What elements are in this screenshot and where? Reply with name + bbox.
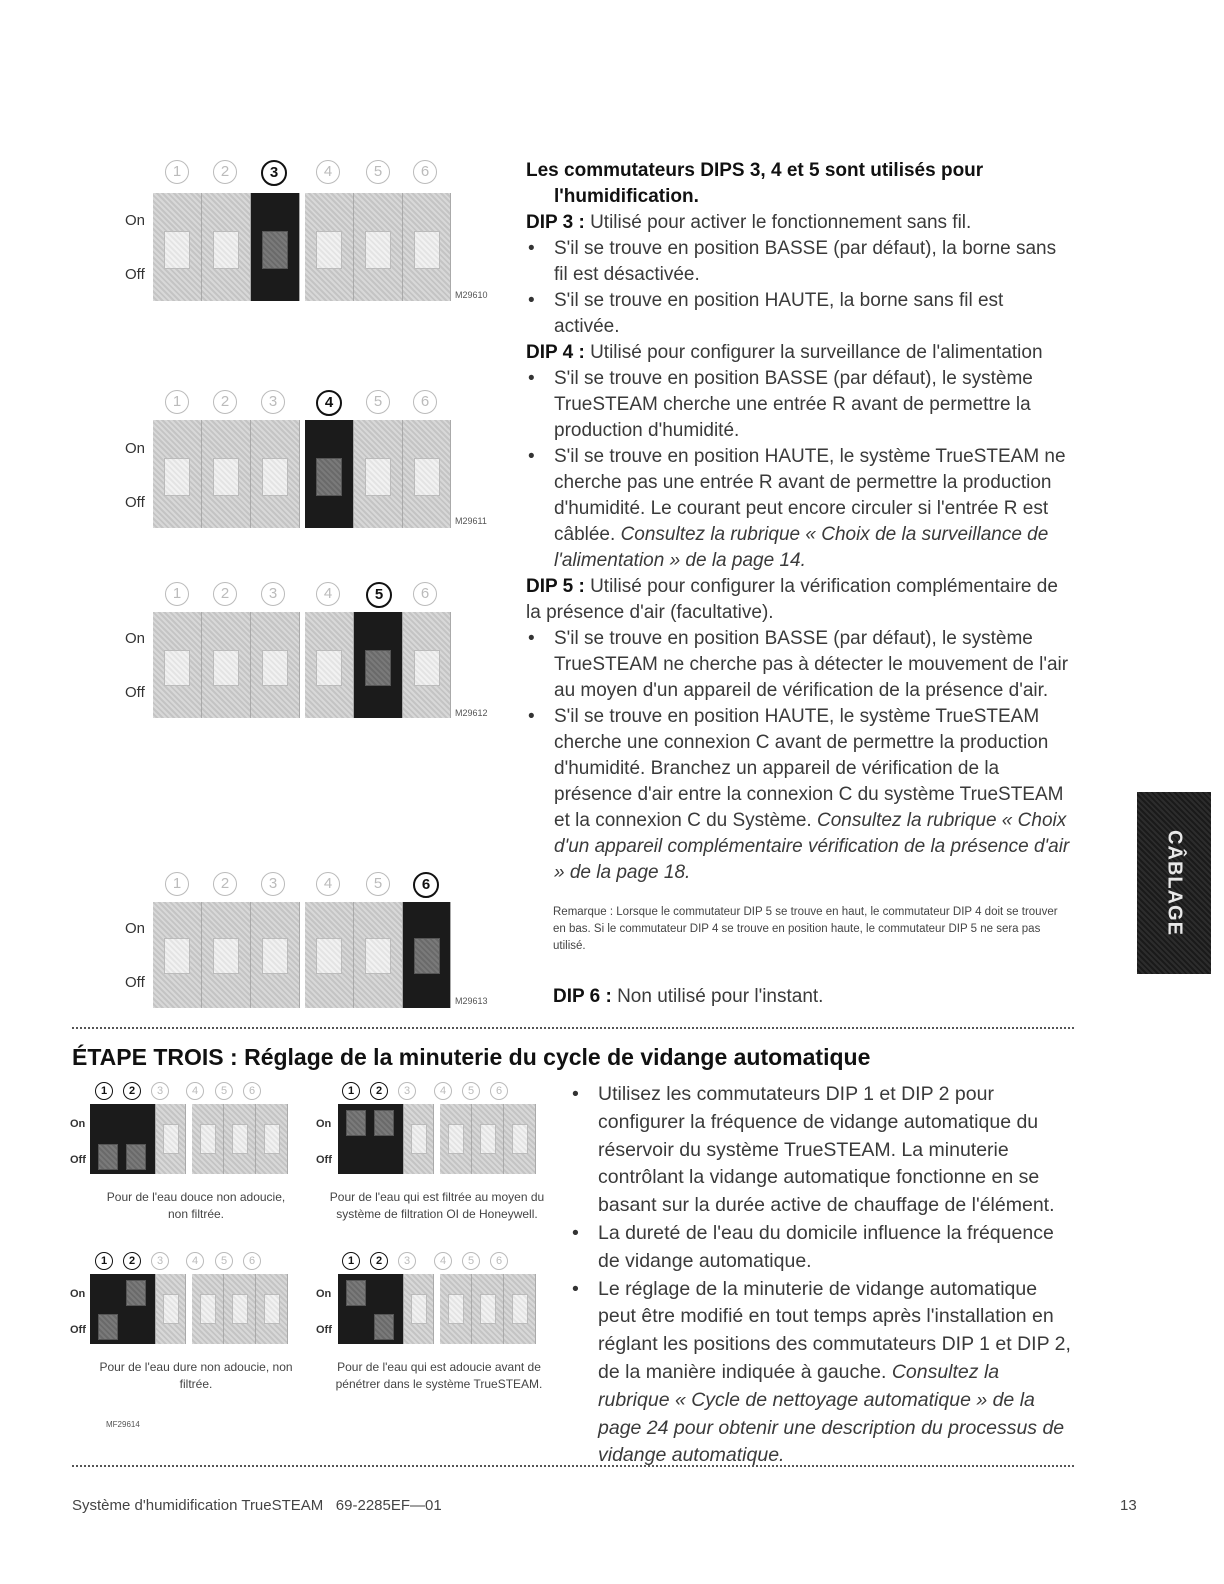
drain-bullet-1: • Utilisez les commutateurs DIP 1 et DIP 2 pour configurer la fréquence de vidange automatique du réservoir du système TrueSTEAM. La minuterie contrôlant la vidange automatique fonctionne en se basant sur la durée active de chauffage de l'élément. bbox=[570, 1081, 1075, 1220]
dip-small-soft-water bbox=[68, 1082, 298, 1174]
dip5-text: Utilisé pour configurer la vérification complémentaire de la présence d'air (facultative). bbox=[526, 576, 1058, 623]
dip-slot bbox=[403, 193, 451, 301]
dip-number: 5 bbox=[462, 1082, 480, 1100]
divider-bottom bbox=[72, 1465, 1074, 1467]
dip3-text: Utilisé pour activer le fonctionnement sans fil. bbox=[590, 212, 972, 233]
dip-switch-body bbox=[90, 1274, 288, 1344]
dip-slot bbox=[202, 612, 251, 718]
figure-code: M29612 bbox=[455, 708, 488, 718]
dip-switch-body bbox=[90, 1104, 288, 1174]
dip-number: 4 bbox=[186, 1252, 204, 1270]
dip-number: 6 bbox=[490, 1082, 508, 1100]
dip-description bbox=[526, 158, 1074, 886]
dip6-label: DIP 6 : bbox=[553, 986, 612, 1007]
dip-number: 3 bbox=[398, 1252, 416, 1270]
dip-number-active: 2 bbox=[370, 1252, 388, 1270]
dip-slot-active bbox=[338, 1104, 404, 1174]
dip-switch-body bbox=[338, 1274, 536, 1344]
dip-number: 3 bbox=[261, 582, 285, 606]
dip-number: 6 bbox=[413, 390, 437, 414]
dip-small-softened-water bbox=[314, 1252, 544, 1344]
dip-number: 4 bbox=[316, 582, 340, 606]
dip-slot bbox=[440, 1274, 472, 1344]
dip-switch-body bbox=[153, 612, 451, 718]
section-heading: ÉTAPE TROIS : Réglage de la minuterie du cycle de vidange automatique bbox=[72, 1044, 871, 1070]
dip-number-active: 2 bbox=[370, 1082, 388, 1100]
dip-slot bbox=[251, 902, 300, 1008]
dip-slot bbox=[305, 193, 354, 301]
on-label: On bbox=[125, 212, 146, 229]
dip-number: 4 bbox=[434, 1252, 452, 1270]
figure-code: M29611 bbox=[455, 516, 487, 526]
dip-number: 1 bbox=[165, 390, 189, 414]
figure-code-small: MF29614 bbox=[106, 1420, 140, 1429]
dip-small-hard-water bbox=[68, 1252, 298, 1344]
dip-number: 6 bbox=[490, 1252, 508, 1270]
dip-number-active: 2 bbox=[123, 1252, 141, 1270]
dip4-bullet-2-ref: Consultez la rubrique « Choix de la surveillance de l'alimentation » de la page 14. bbox=[554, 524, 1049, 571]
dip-slot bbox=[156, 1274, 186, 1344]
dip5-bullet-1: • S'il se trouve en position BASSE (par défaut), le système TrueSTEAM ne cherche pas à détecter le mouvement de l'air au moyen d'un appareil de vérification de la présence d'air. bbox=[526, 626, 1074, 704]
dip4-line bbox=[526, 340, 1074, 366]
dip-number: 2 bbox=[213, 160, 237, 184]
dip-number: 6 bbox=[413, 160, 437, 184]
dip-slot bbox=[153, 612, 202, 718]
drain-bullet-3 bbox=[570, 1276, 1075, 1471]
dip4-text: Utilisé pour configurer la surveillance de l'alimentation bbox=[590, 342, 1043, 363]
off-label: Off bbox=[70, 1324, 86, 1336]
dip-slot bbox=[403, 420, 451, 528]
on-label: On bbox=[125, 630, 146, 647]
dip-slot bbox=[153, 902, 202, 1008]
off-label: Off bbox=[316, 1324, 332, 1336]
dip-switch-body bbox=[153, 193, 451, 301]
dip-slot bbox=[256, 1274, 288, 1344]
dip5-line bbox=[526, 574, 1074, 626]
dip-number: 5 bbox=[215, 1252, 233, 1270]
dip-small-filtered-water bbox=[314, 1082, 544, 1174]
off-label: Off bbox=[70, 1154, 86, 1166]
dip-switch-body bbox=[338, 1104, 536, 1174]
dip-slot bbox=[305, 612, 354, 718]
dip-number: 5 bbox=[462, 1252, 480, 1270]
dip-slot bbox=[153, 420, 202, 528]
dip-number: 3 bbox=[261, 872, 285, 896]
page-number: 13 bbox=[1120, 1497, 1137, 1514]
dip5-bullet-2-ref: Consultez la rubrique « Choix d'un appareil complémentaire vérification de la présence d'air » de la page 18. bbox=[554, 810, 1070, 883]
dip-number-active: 2 bbox=[123, 1082, 141, 1100]
dip-number: 1 bbox=[165, 872, 189, 896]
drain-bullet-3-ref: Consultez la rubrique « Cycle de nettoyage automatique » de la page 24 pour obtenir une description du processus de vidange automatique. bbox=[598, 1360, 1065, 1467]
drain-timer-bullets bbox=[570, 1081, 1075, 1470]
dip5-bullet-2-text: S'il se trouve en position HAUTE, le système TrueSTEAM cherche une connexion C avant de permettre la production d'humidité. Branchez un appareil de vérification de la présence d'air entre la connexion C du système TrueSTEAM et la connexion C du Système. bbox=[554, 706, 1064, 831]
figure-code: M29610 bbox=[455, 290, 488, 300]
dip-number: 3 bbox=[151, 1252, 169, 1270]
drain-bullet-2: • La dureté de l'eau du domicile influence la fréquence de vidange automatique. bbox=[570, 1220, 1075, 1276]
dip-slot-active bbox=[90, 1274, 156, 1344]
dip-number: 1 bbox=[165, 160, 189, 184]
caption-soft-water: Pour de l'eau douce non adoucie, non filtrée. bbox=[106, 1190, 286, 1221]
dip-slot-active bbox=[354, 612, 403, 718]
dip-slot-active bbox=[403, 902, 451, 1008]
dip-slot bbox=[403, 612, 451, 718]
dip5-bullet-2 bbox=[526, 704, 1074, 886]
dip-slot bbox=[354, 902, 403, 1008]
dip4-bullet-2 bbox=[526, 444, 1074, 574]
dip-slot bbox=[504, 1104, 536, 1174]
dip-number: 5 bbox=[366, 872, 390, 896]
dip4-label: DIP 4 : bbox=[526, 342, 585, 363]
dip-number: 6 bbox=[413, 582, 437, 606]
dip-slot bbox=[251, 420, 300, 528]
dip-slot bbox=[472, 1274, 504, 1344]
dip3-bullet-1: • S'il se trouve en position BASSE (par défaut), la borne sans fil est désactivée. bbox=[526, 236, 1074, 288]
dip-diagram-3 bbox=[120, 160, 500, 305]
dip-number: 5 bbox=[366, 390, 390, 414]
dip-slot bbox=[440, 1104, 472, 1174]
dip6-text: Non utilisé pour l'instant. bbox=[617, 986, 824, 1007]
dip-number: 2 bbox=[213, 390, 237, 414]
dip5-label: DIP 5 : bbox=[526, 576, 585, 597]
intro-heading: Les commutateurs DIPS 3, 4 et 5 sont utilisés pour l'humidification. bbox=[526, 160, 984, 207]
off-label: Off bbox=[125, 494, 145, 511]
dip-number: 4 bbox=[186, 1082, 204, 1100]
figure-code: M29613 bbox=[455, 996, 488, 1006]
dip-number: 4 bbox=[316, 160, 340, 184]
dip-slot-active bbox=[251, 193, 300, 301]
dip-slot bbox=[354, 420, 403, 528]
side-tab-label: CÂBLAGE bbox=[1163, 830, 1186, 936]
dip-number-active: 1 bbox=[95, 1252, 113, 1270]
dip-number: 3 bbox=[261, 390, 285, 414]
dip3-label: DIP 3 : bbox=[526, 212, 585, 233]
dip-slot bbox=[224, 1274, 256, 1344]
dip-number: 4 bbox=[316, 872, 340, 896]
dip-slot-active bbox=[90, 1104, 156, 1174]
on-label: On bbox=[316, 1118, 332, 1130]
dip-slot bbox=[202, 420, 251, 528]
on-label: On bbox=[316, 1288, 332, 1300]
remark-note: Remarque : Lorsque le commutateur DIP 5 se trouve en haut, le commutateur DIP 4 doit se trouver en bas. Si le commutateur DIP 4 se trouve en position haute, le commutateur DIP 5 ne sera pas utilisé. bbox=[553, 906, 1058, 952]
on-label: On bbox=[125, 920, 146, 937]
dip3-line bbox=[526, 210, 1074, 236]
dip-diagram-4 bbox=[120, 390, 500, 535]
dip-number: 1 bbox=[165, 582, 189, 606]
dip-slot bbox=[305, 902, 354, 1008]
dip-slot bbox=[404, 1104, 434, 1174]
dip-number: 3 bbox=[398, 1082, 416, 1100]
dip-number-active: 5 bbox=[366, 582, 392, 608]
dip-number: 5 bbox=[215, 1082, 233, 1100]
dip-slot bbox=[192, 1274, 224, 1344]
dip4-bullet-1: • S'il se trouve en position BASSE (par défaut), le système TrueSTEAM cherche une entrée R avant de permettre la production d'humidité. bbox=[526, 366, 1074, 444]
dip-slot bbox=[192, 1104, 224, 1174]
dip4-bullet-2-text: S'il se trouve en position HAUTE, le système TrueSTEAM ne cherche pas une entrée R avant de permettre la production d'humidité. Le courant peut encore circuler si l'entrée R est câblée. bbox=[554, 446, 1066, 545]
caption-hard-water: Pour de l'eau dure non adoucie, non filtrée. bbox=[99, 1360, 293, 1391]
dip-slot-active bbox=[305, 420, 354, 528]
caption-softened-water: Pour de l'eau qui est adoucie avant de pénétrer dans le système TrueSTEAM. bbox=[335, 1360, 543, 1391]
dip-slot bbox=[156, 1104, 186, 1174]
on-label: On bbox=[70, 1288, 86, 1300]
dip-number-active: 6 bbox=[413, 872, 439, 898]
dip-number-active: 1 bbox=[95, 1082, 113, 1100]
dip-diagram-6 bbox=[120, 872, 500, 1012]
dip-number: 6 bbox=[243, 1252, 261, 1270]
on-label: On bbox=[125, 440, 146, 457]
divider-top bbox=[72, 1027, 1074, 1029]
dip6-line bbox=[553, 984, 823, 1010]
dip-switch-body bbox=[153, 902, 451, 1008]
dip-number-active: 4 bbox=[316, 390, 342, 416]
dip-slot bbox=[202, 902, 251, 1008]
dip-slot bbox=[202, 193, 251, 301]
dip-slot bbox=[472, 1104, 504, 1174]
off-label: Off bbox=[125, 974, 145, 991]
dip-slot bbox=[153, 193, 202, 301]
dip-number-active: 1 bbox=[342, 1252, 360, 1270]
dip-diagram-5 bbox=[120, 582, 500, 727]
dip-number: 5 bbox=[366, 160, 390, 184]
caption-filtered-water: Pour de l'eau qui est filtrée au moyen du système de filtration OI de Honeywell. bbox=[329, 1190, 545, 1221]
dip3-bullet-2: • S'il se trouve en position HAUTE, la borne sans fil est activée. bbox=[526, 288, 1074, 340]
dip-number: 2 bbox=[213, 582, 237, 606]
dip-slot bbox=[256, 1104, 288, 1174]
footer-doc-title: Système d'humidification TrueSTEAM 69-2285EF—01 bbox=[72, 1497, 442, 1514]
dip-number-active: 1 bbox=[342, 1082, 360, 1100]
off-label: Off bbox=[316, 1154, 332, 1166]
on-label: On bbox=[70, 1118, 86, 1130]
dip-slot bbox=[251, 612, 300, 718]
dip-slot-active bbox=[338, 1274, 404, 1344]
dip-number: 6 bbox=[243, 1082, 261, 1100]
dip-number: 3 bbox=[151, 1082, 169, 1100]
off-label: Off bbox=[125, 266, 145, 283]
off-label: Off bbox=[125, 684, 145, 701]
dip-slot bbox=[504, 1274, 536, 1344]
dip-slot bbox=[224, 1104, 256, 1174]
dip-slot bbox=[354, 193, 403, 301]
dip-number-active: 3 bbox=[261, 160, 287, 186]
dip-number: 4 bbox=[434, 1082, 452, 1100]
dip-switch-body bbox=[153, 420, 451, 528]
section-side-tab bbox=[1137, 792, 1211, 974]
dip-number: 2 bbox=[213, 872, 237, 896]
drain-bullet-3-text: Le réglage de la minuterie de vidange automatique peut être modifié en tout temps après l'installation en réglant les positions des commutateurs DIP 1 et DIP 2, de la manière indiquée à gauche. bbox=[598, 1277, 1071, 1383]
dip-slot bbox=[404, 1274, 434, 1344]
